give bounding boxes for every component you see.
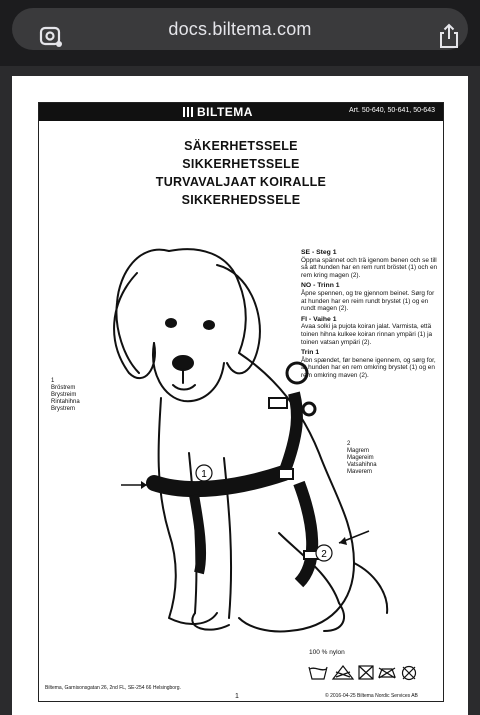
care-symbols-icon [307, 663, 437, 681]
brand-logo: BILTEMA [197, 105, 253, 119]
company-address: Biltema, Garnisonsgatan 26, 2nd FL, SE-254 66 Helsingborg. [45, 685, 181, 691]
instr-text-no: Åpne spennen, og tre gjennom beinet. Sørg for at hunden har en reim rundt brystet (1) og en rundt magen (2). [301, 289, 435, 313]
instr-heading-no: NO - Trinn 1 [301, 282, 340, 290]
material-text: 100 % nylon [309, 649, 345, 656]
instructions-block [301, 249, 439, 383]
title-dk: SIKKERHEDSSELE [181, 193, 301, 207]
label-chest-strap: 1 Bröstrem Brystreim Rintahihna Brystrem [51, 378, 80, 412]
title-no: SIKKERHETSSELE [182, 157, 300, 171]
label-belly-strap: 2 Magrem Magereim Vatsahihna Maverem [347, 441, 377, 475]
page-frame [38, 102, 444, 702]
instr-text-se: Öppna spännet och trä igenom benen och se till så att hunden har en rem runt bröstet (1) och en rem kring magen (2). [301, 256, 438, 279]
page-number: 1 [235, 693, 239, 700]
instr-heading-dk: Trin 1 [301, 349, 320, 357]
pdf-page [12, 76, 468, 715]
copyright-text: © 2016-04-25 Biltema Nordic Services AB [325, 693, 418, 699]
address-bar[interactable] [12, 8, 468, 50]
article-numbers: Art. 50-640, 50-641, 50-643 [348, 107, 435, 114]
browser-toolbar [0, 0, 480, 66]
instr-heading-se: SE - Steg 1 [301, 249, 337, 256]
title-fi: TURVAVALJAAT KOIRALLE [155, 175, 327, 189]
circle-2-label: 2 [321, 549, 327, 560]
title-se: SÄKERHETSSELE [184, 139, 298, 153]
circle-1-label: 1 [201, 469, 207, 480]
url-text: docs.biltema.com [168, 19, 312, 39]
title-block [39, 137, 443, 209]
instr-text-dk: Åbn spændet, før benene igennem, og sørg for, at hunden har en rem omkring brystet (1) og en rem omkring maven (2). [301, 356, 436, 379]
biltema-logo-mark [183, 107, 195, 117]
instr-text-fi: Avaa solki ja pujota koiran jalat. Varmista, että toinen hihna kulkee koiran rinnan ympäri (1) ja toinen vatsan ympäri (2). [301, 323, 433, 346]
share-icon[interactable] [436, 22, 462, 50]
header-band [39, 103, 443, 121]
instr-heading-fi: FI - Vaihe 1 [301, 315, 337, 323]
